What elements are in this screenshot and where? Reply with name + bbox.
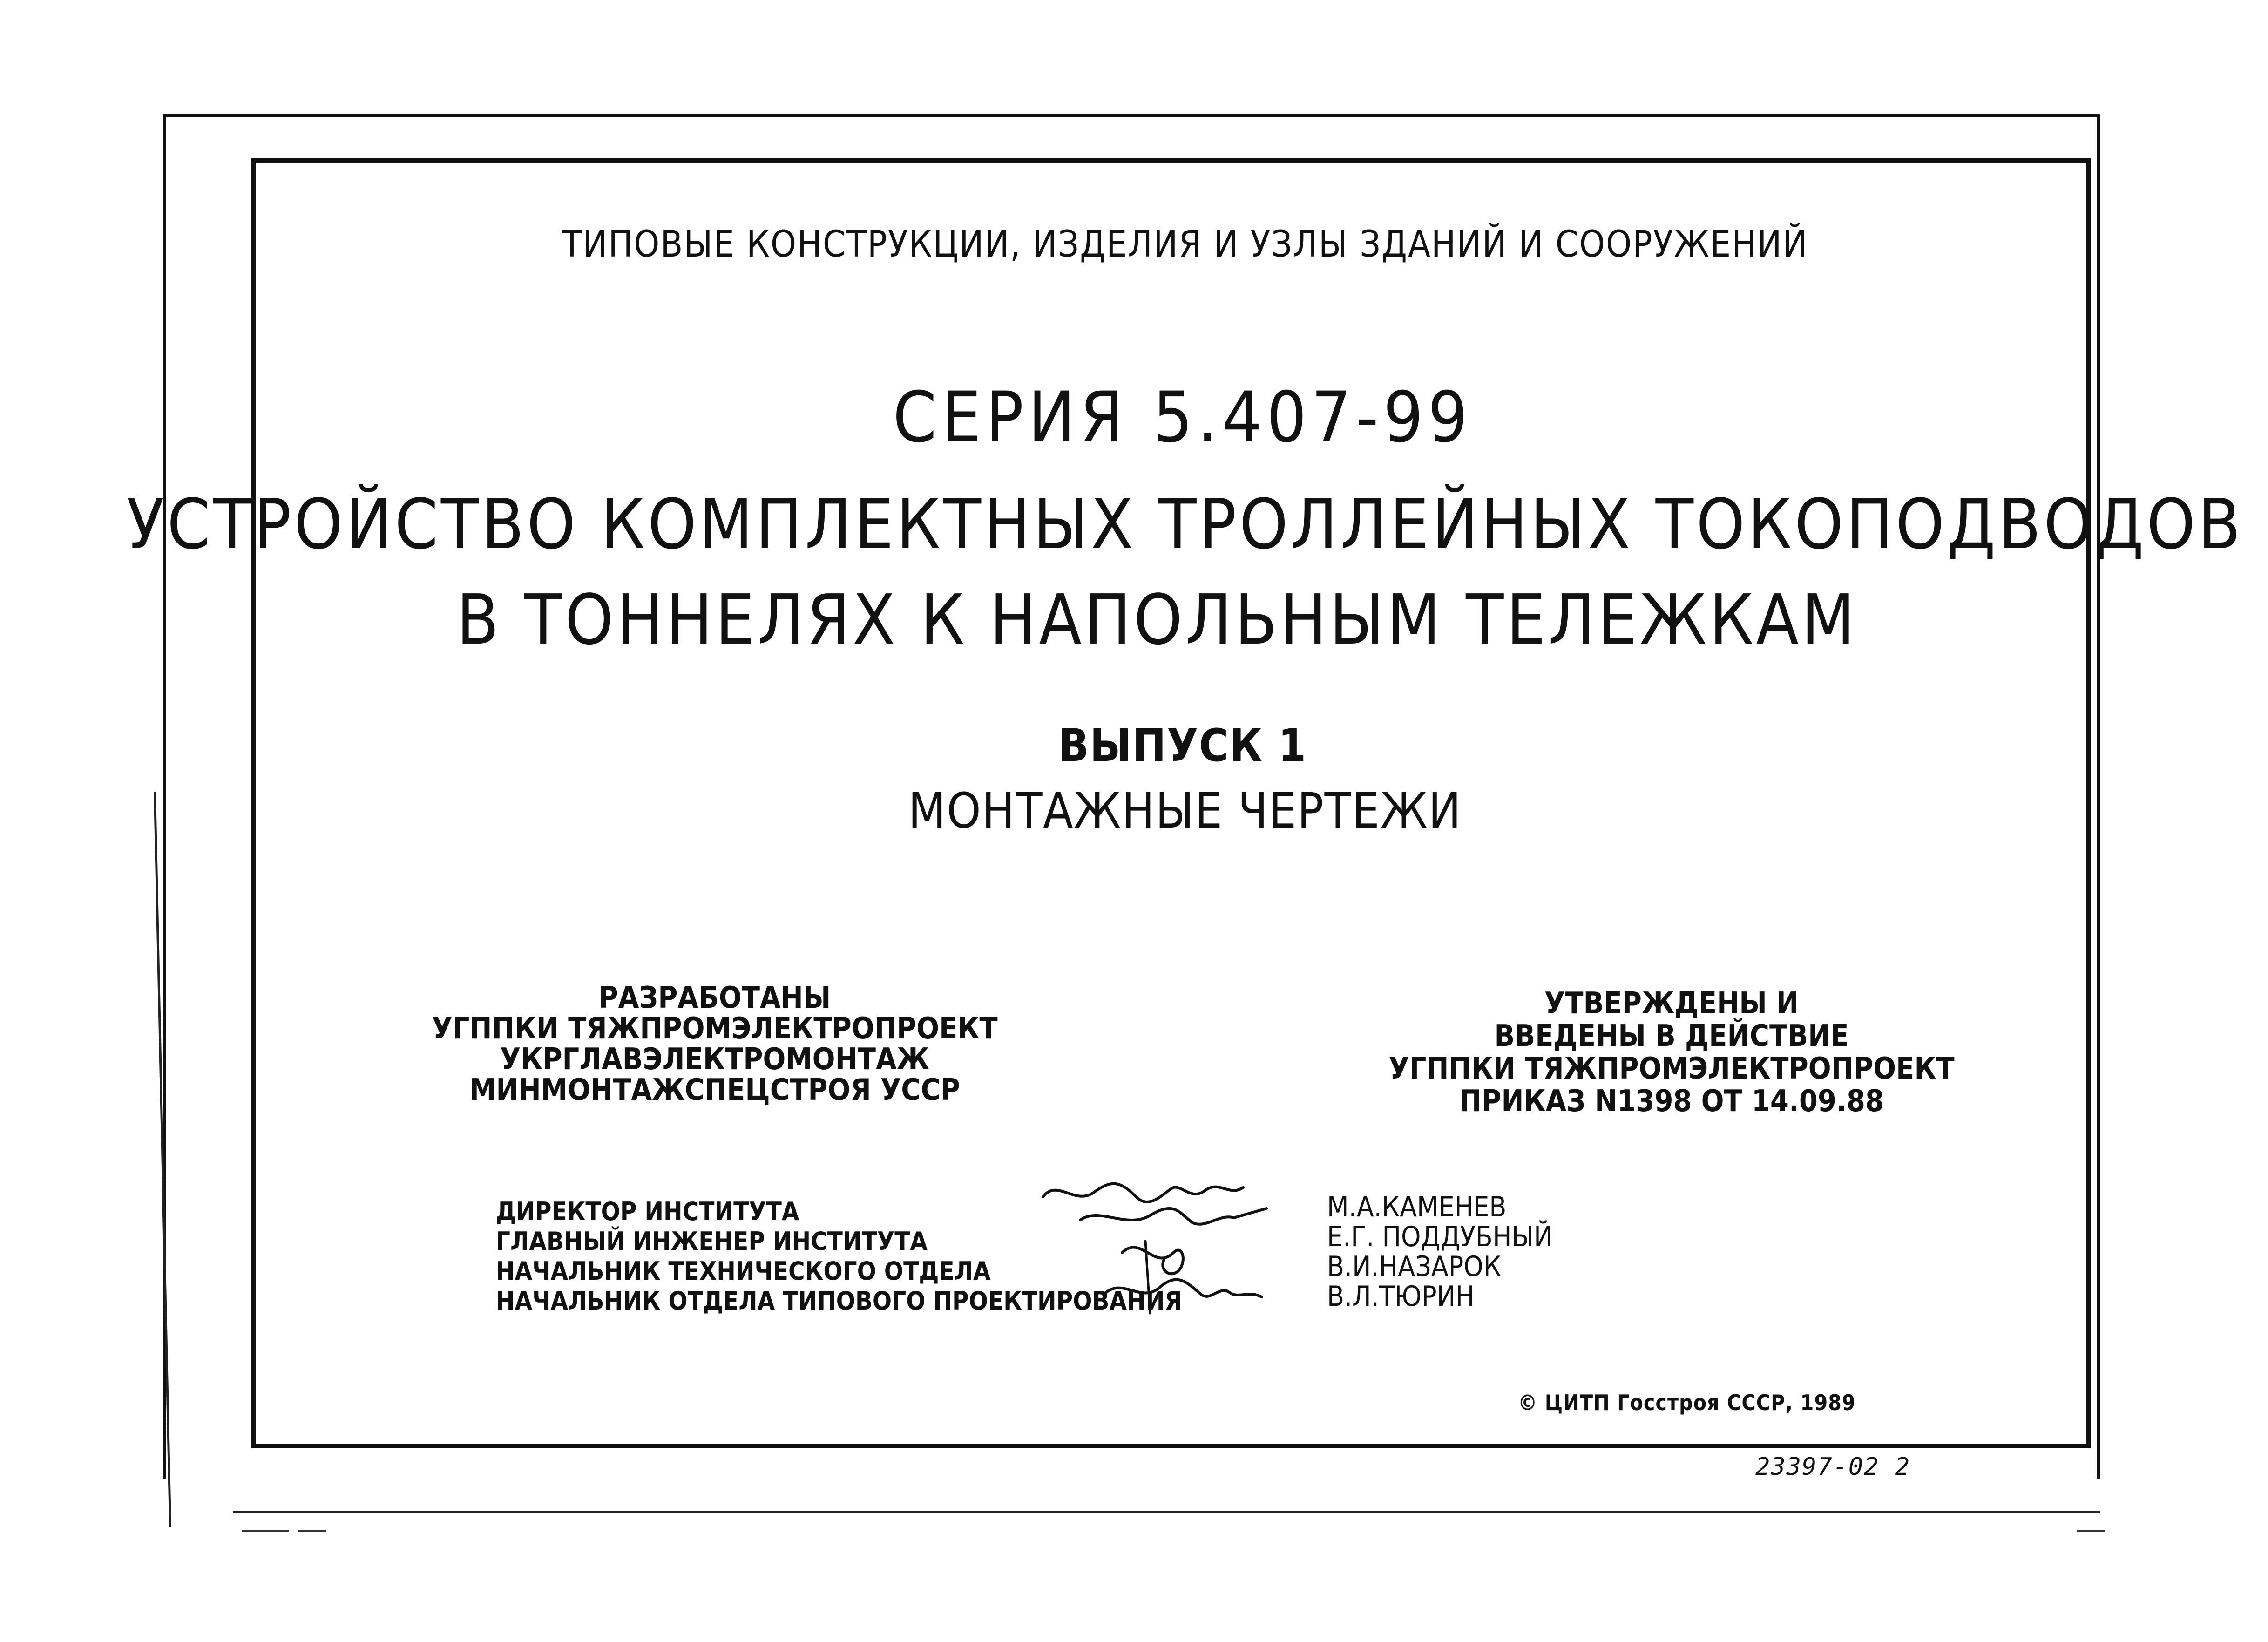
signatory-role: НАЧАЛЬНИК ОТДЕЛА ТИПОВОГО ПРОЕКТИРОВАНИЯ [496, 1286, 1182, 1316]
approved-block [1388, 987, 1954, 1118]
signatory-name: В.И.НАЗАРОК [1327, 1250, 1502, 1283]
signatory-role: ГЛАВНЫЙ ИНЖЕНЕР ИНСТИТУТА [496, 1227, 928, 1256]
signatory-name: В.Л.ТЮРИН [1327, 1280, 1475, 1313]
developed-by-block [432, 983, 997, 1106]
developed-line: УКРГЛАВЭЛЕКТРОМОНТАЖ [500, 1042, 930, 1077]
approved-line: ВВЕДЕНЫ В ДЕЙСТВИЕ [1494, 1019, 1849, 1053]
series-number: СЕРИЯ 5.407-99 [893, 377, 1473, 458]
edge-dash [298, 1530, 326, 1532]
approved-line: УГППКИ ТЯЖПРОМЭЛЕКТРОПРОЕКТ [1388, 1052, 1955, 1086]
signatory-name: Е.Г. ПОДДУБНЫЙ [1327, 1221, 1553, 1253]
signatory-role: НАЧАЛЬНИК ТЕХНИЧЕСКОГО ОТДЕЛА [496, 1256, 991, 1286]
document-number: 23397-02 2 [1755, 1453, 1911, 1481]
approval-order: ПРИКАЗ N1398 ОТ 14.09.88 [1459, 1084, 1884, 1119]
title-line-1: УСТРОЙСТВО КОМПЛЕКТНЫХ ТРОЛЛЕЙНЫХ ТОКОПОДВОДОВ [126, 484, 2244, 564]
signatory-names [1327, 1192, 1552, 1311]
edge-dash [2077, 1530, 2105, 1532]
approved-line: УТВЕРЖДЕНЫ И [1544, 986, 1799, 1021]
title-line-2: В ТОННЕЛЯХ К НАПОЛЬНЫМ ТЕЛЕЖКАМ [456, 580, 1858, 660]
edge-dash [242, 1530, 289, 1532]
sheet-bottom-line [233, 1511, 2100, 1513]
issue-number: ВЫПУСК 1 [1058, 719, 1307, 772]
issue-subtitle: МОНТАЖНЫЕ ЧЕРТЕЖИ [908, 782, 1462, 839]
developed-line: УГППКИ ТЯЖПРОМЭЛЕКТРОПРОЕКТ [432, 1011, 998, 1046]
signatory-name: М.А.КАМЕНЕВ [1327, 1191, 1507, 1223]
signatory-role: ДИРЕКТОР ИНСТИТУТА [496, 1197, 799, 1226]
handwritten-signatures [1024, 1164, 1285, 1341]
developed-line: МИНМОНТАЖСПЕЦСТРОЯ УССР [469, 1073, 960, 1107]
collection-header: ТИПОВЫЕ КОНСТРУКЦИИ, ИЗДЕЛИЯ И УЗЛЫ ЗДАНИЙ И СООРУЖЕНИЙ [562, 224, 1808, 265]
developed-heading: РАЗРАБОТАНЫ [598, 981, 831, 1015]
copyright-notice: © ЦИТП Госстроя СССР, 1989 [1518, 1390, 1856, 1415]
